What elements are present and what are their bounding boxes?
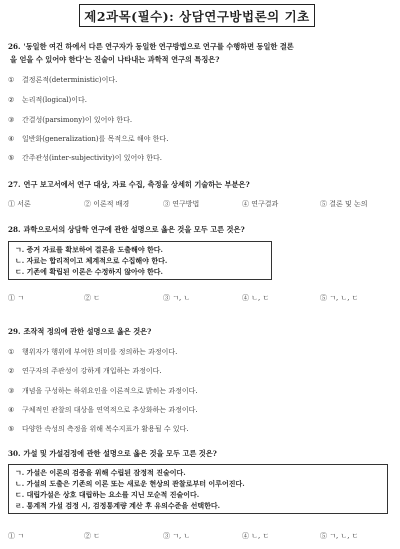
statement-d: ㄹ. 통계적 가설 검정 시, 검정통계량 계산 후 유의수준을 선택한다. xyxy=(15,501,221,510)
question-text: 연구 보고서에서 연구 대상, 자료 수집, 측정을 상세히 기술하는 부분은? xyxy=(23,180,250,189)
question-number: 27. xyxy=(8,180,21,189)
option-28-1[interactable]: ① ㄱ xyxy=(8,294,24,302)
section-title: 제2과목(필수): 상담연구방법론의 기초 xyxy=(79,4,315,27)
statement-box-30 xyxy=(8,464,388,514)
question-text: 조작적 정의에 관한 설명으로 옳은 것은? xyxy=(23,327,152,336)
statement-a: ㄱ. 가설은 이론의 검증을 위해 수립된 잠정적 진술이다. xyxy=(15,468,186,477)
option-29-3[interactable]: ③ 개념을 구성하는 하위요인을 이론적으로 밝히는 과정이다. xyxy=(8,387,198,395)
question-number: 28. xyxy=(8,225,21,234)
option-26-2[interactable]: ② 논리적(logical)이다. xyxy=(8,96,88,104)
option-28-5[interactable]: ⑤ ㄱ, ㄴ, ㄷ xyxy=(320,294,359,302)
question-30 xyxy=(8,447,394,460)
question-text: 가설 및 가설검정에 관한 설명으로 옳은 것을 모두 고른 것은? xyxy=(23,449,217,458)
question-text: 과학으로서의 상담학 연구에 관한 설명으로 옳은 것을 모두 고른 것은? xyxy=(23,225,245,234)
statement-b: ㄴ. 자료는 합리적이고 체계적으로 수집해야 한다. xyxy=(15,256,168,265)
option-30-1[interactable]: ① ㄱ xyxy=(8,532,24,540)
option-27-5[interactable]: ⑤ 결론 및 논의 xyxy=(320,200,368,208)
question-text-cont: 을 얻을 수 있어야 한다'는 진술이 나타내는 과학적 연구의 특징은? xyxy=(10,55,220,64)
option-28-3[interactable]: ③ ㄱ, ㄴ xyxy=(163,294,191,302)
question-number: 30. xyxy=(8,449,21,458)
question-29 xyxy=(8,325,394,338)
option-27-1[interactable]: ① 서론 xyxy=(8,200,31,208)
question-text: '동일한 여건 하에서 다른 연구자가 동일한 연구방법으로 연구를 수행하면 동일한 결론 xyxy=(23,42,294,51)
option-30-4[interactable]: ④ ㄴ, ㄷ xyxy=(242,532,270,540)
option-27-3[interactable]: ③ 연구방법 xyxy=(163,200,200,208)
question-number: 29. xyxy=(8,327,21,336)
option-26-5[interactable]: ⑤ 간주관성(inter-subjectivity)이 있어야 한다. xyxy=(8,154,162,162)
statement-b: ㄴ. 가설의 도출은 기존의 이론 또는 새로운 현상의 관찰로부터 이루어진다. xyxy=(15,479,245,488)
statement-c: ㄷ. 대립가설은 상호 대립하는 요소를 지닌 모순적 진술이다. xyxy=(15,490,200,499)
statement-a: ㄱ. 증거 자료를 확보하여 결론을 도출해야 한다. xyxy=(15,245,163,254)
option-27-2[interactable]: ② 이론적 배경 xyxy=(84,200,130,208)
option-30-3[interactable]: ③ ㄱ, ㄴ xyxy=(163,532,191,540)
statement-c: ㄷ. 기존에 확립된 이론은 수정하지 않아야 한다. xyxy=(15,267,163,276)
option-29-1[interactable]: ① 행위자가 행위에 부여한 의미를 정의하는 과정이다. xyxy=(8,348,178,356)
option-30-2[interactable]: ② ㄷ xyxy=(84,532,100,540)
option-29-2[interactable]: ② 연구자의 주관성이 강하게 개입하는 과정이다. xyxy=(8,367,162,375)
option-27-4[interactable]: ④ 연구결과 xyxy=(242,200,279,208)
option-30-5[interactable]: ⑤ ㄱ, ㄴ, ㄷ xyxy=(320,532,359,540)
option-28-4[interactable]: ④ ㄴ, ㄷ xyxy=(242,294,270,302)
option-29-5[interactable]: ⑤ 다양한 속성의 측정을 위해 복수지표가 활용될 수 있다. xyxy=(8,425,189,433)
option-26-1[interactable]: ① 결정론적(deterministic)이다. xyxy=(8,76,118,84)
question-26 xyxy=(8,40,394,66)
option-28-2[interactable]: ② ㄷ xyxy=(84,294,100,302)
option-26-3[interactable]: ③ 간결성(parsimony)이 있어야 한다. xyxy=(8,116,133,124)
statement-box-28 xyxy=(8,241,272,280)
option-26-4[interactable]: ④ 일반화(generalization)를 목적으로 해야 한다. xyxy=(8,135,169,143)
question-27 xyxy=(8,178,394,191)
question-number: 26. xyxy=(8,42,21,51)
question-28 xyxy=(8,223,394,236)
option-29-4[interactable]: ④ 구체적인 관찰의 대상을 연역적으로 추상화하는 과정이다. xyxy=(8,406,198,414)
